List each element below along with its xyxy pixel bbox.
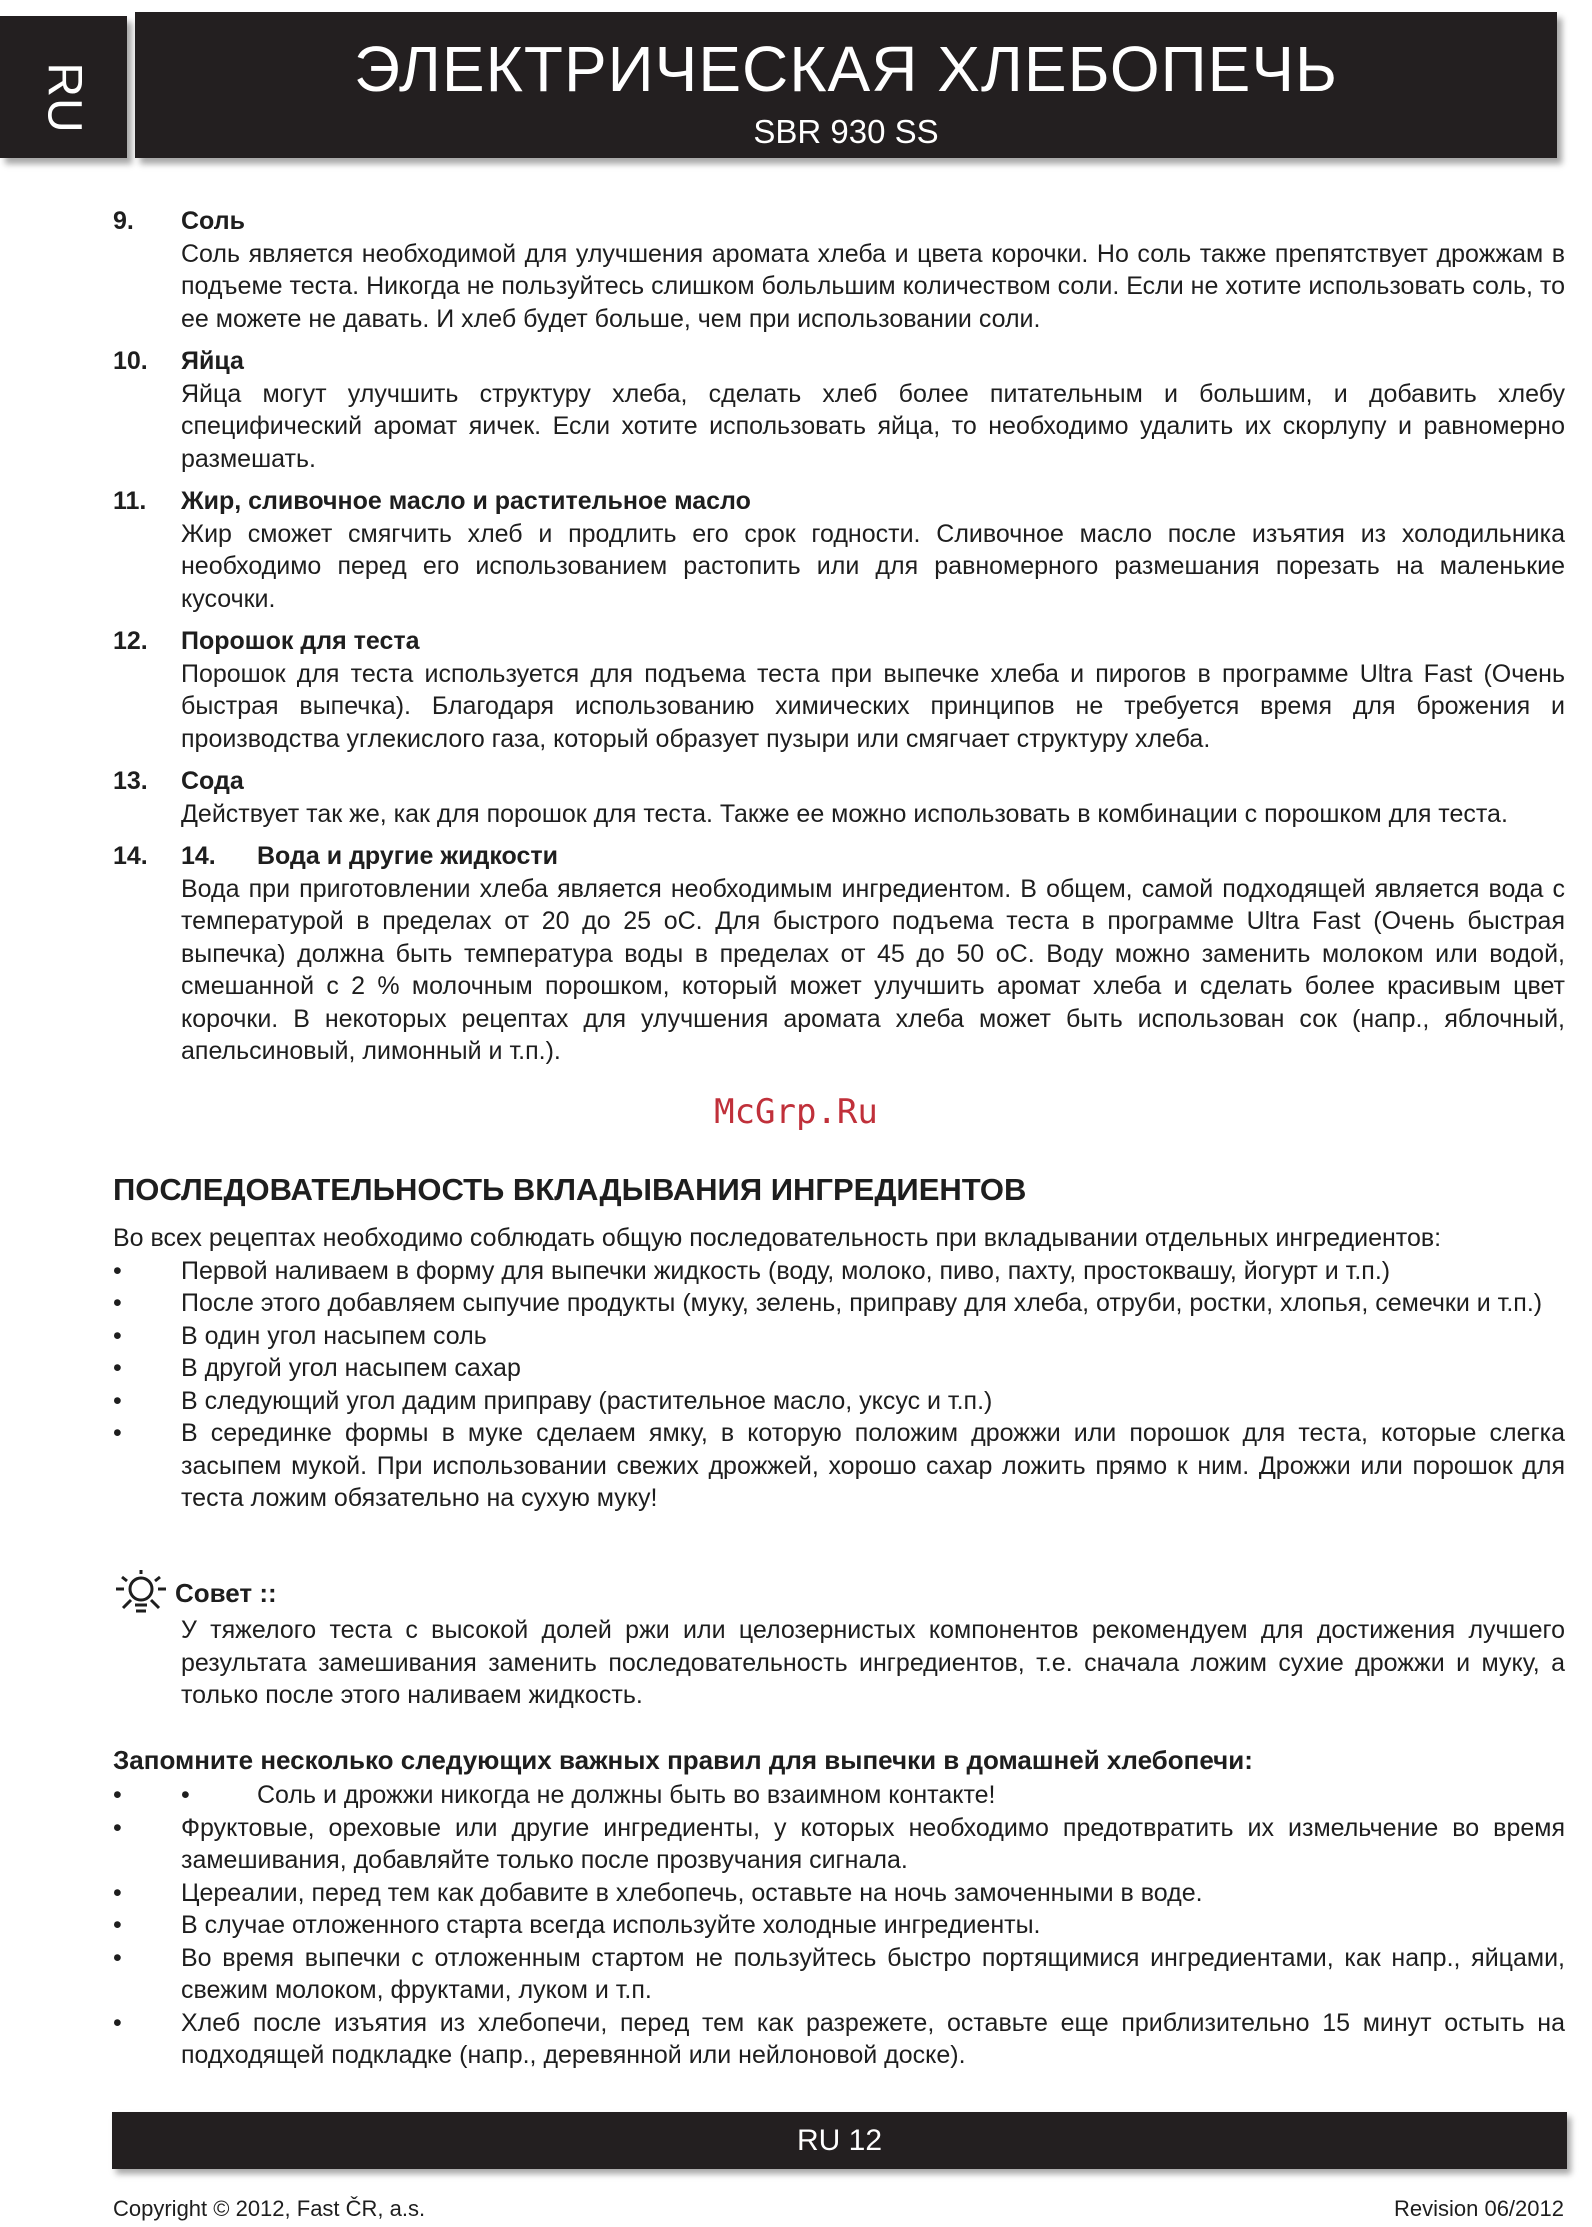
- item-text: Вода при приготовлении хлеба является необходимым ингредиентом. В общем, самой подходящей является вода с температурой в пределах от 20 до 25 оС. Для быстрого подъема теста в программе Ultra Fast (Очень быстрая выпечка) должна быть температура воды в пределах от 45 до 50 оС. Воду можно заменить молоком или водой, смешанной с 2 % молочным порошком, который может улучшить аромат хлеба и сделать более красивым цвет корочки. В некоторых рецептах для улучшения аромата хлеба может быть использован сок (напр., яблочный, апельсиновый, лимонный и т.п.).: [181, 874, 1565, 1065]
- rules-block: [113, 1779, 1565, 2072]
- item-title: Соль: [181, 207, 245, 235]
- item-number: 13.: [113, 767, 148, 795]
- item-text: Жир сможет смягчить хлеб и продлить его срок годности. Сливочное масло после изъятия из холодильника необходимо перед его использованием растопить или для равномерного размешания порезать на маленькие кусочки.: [181, 519, 1565, 613]
- bullet: •: [113, 1878, 122, 1907]
- list-item: • В случае отложенного старта всегда используйте холодные ингредиенты.: [113, 1909, 1565, 1942]
- item-text: Действует так же, как для порошок для теста. Также ее можно использовать в комбинации с порошком для теста.: [181, 799, 1508, 828]
- item-title: Сода: [181, 767, 244, 795]
- bullet: •: [113, 1813, 122, 1842]
- bullet: •: [113, 1256, 122, 1285]
- sequence-list: [113, 1255, 1565, 1515]
- item-number: 14.: [113, 842, 148, 870]
- rules-list: [113, 1779, 1565, 2072]
- copyright: Copyright © 2012, Fast ČR, a.s.: [113, 2196, 426, 2221]
- bullet: •: [113, 2008, 122, 2037]
- list-item: [113, 485, 1565, 615]
- bullet: •: [113, 1419, 122, 1447]
- page-number-bar: [112, 2112, 1567, 2169]
- item-title: [181, 840, 1565, 873]
- page-title: ЭЛЕКТРИЧЕСКАЯ ХЛЕБОПЕЧЬ: [354, 33, 1338, 105]
- tip-label: Совет ::: [175, 1577, 277, 1608]
- list-item: • В другой угол насыпем сахар: [113, 1352, 1565, 1385]
- rules-title: Запомните несколько следующих важных правил для выпечки в домашней хлебопечи:: [113, 1745, 1253, 1775]
- bullet: •: [113, 1781, 122, 1809]
- list-item: • После этого добавляем сыпучие продукты (муку, зелень, приправу для хлеба, отруби, ростки, хлопья, семечки и т.п.): [113, 1287, 1565, 1320]
- model-name: SBR 930 SS: [753, 113, 939, 150]
- sequence-intro: Во всех рецептах необходимо соблюдать общую последовательность при вкладывании отдельных ингредиентов:: [113, 1224, 1442, 1252]
- item-title: Жир, сливочное масло и растительное масло: [181, 487, 751, 515]
- item-text: Порошок для теста используется для подъема теста при выпечке хлеба и пирогов в программе Ultra Fast (Очень быстрая выпечка). Благодаря использованию химических принципов не требуется время для брожения и производства углекислого газа, который образует пузыри или смягчает структуру хлеба.: [181, 659, 1565, 753]
- bullet: •: [113, 1354, 122, 1382]
- item-number: 10.: [113, 347, 148, 375]
- item-number: 9.: [113, 207, 134, 235]
- list-item: • Фруктовые, ореховые или другие ингредиенты, у которых необходимо предотвратить их измельчение во время замешивания, добавляйте только после прозвучания сигнала.: [113, 1812, 1565, 1877]
- item-title: Порошок для теста: [181, 627, 420, 655]
- tip-header: [113, 1568, 277, 1618]
- language-label: RU: [37, 62, 91, 134]
- list-item: • Цереалии, перед тем как добавите в хлебопечь, оставьте на ночь замоченными в воде.: [113, 1877, 1565, 1910]
- item-text: Яйца могут улучшить структуру хлеба, сделать хлеб более питательным и большим, и добавить хлебу специфический аромат яичек. Если хотите использовать яйца, то необходимо удалить их скорлупу и равномерно размешать.: [181, 379, 1565, 473]
- item-title: Яйца: [181, 347, 244, 375]
- item-number: 12.: [113, 627, 148, 655]
- page-number: RU 12: [796, 2124, 883, 2157]
- list-item: • В следующий угол дадим приправу (растительное масло, уксус и т.п.): [113, 1385, 1565, 1418]
- item-title-text: Вода и другие жидкости: [257, 842, 558, 870]
- lightbulb-icon: [113, 1568, 169, 1618]
- tip-text: У тяжелого теста с высокой долей ржи или целозернистых компонентов рекомендуем для достижения лучшего результата замешивания заменить последовательность ингредиентов, т.е. сначала ложим сухие дрожжи и муку, а только после этого наливаем жидкость.: [181, 1616, 1565, 1709]
- list-item: [113, 205, 1565, 335]
- watermark: McGrp.Ru: [714, 1092, 878, 1132]
- bullet: •: [113, 1321, 122, 1350]
- item-inner-number: 14.: [181, 842, 216, 870]
- item-number: 11.: [113, 487, 147, 515]
- bullet: •: [113, 1943, 122, 1972]
- bullet: •: [113, 1911, 122, 1939]
- section-title: ПОСЛЕДОВАТЕЛЬНОСТЬ ВКЛАДЫВАНИЯ ИНГРЕДИЕНТОВ: [113, 1172, 1027, 1207]
- list-item: • Во время выпечки с отложенным стартом не пользуйтесь быстро портящимися ингредиентами, как напр., яйцами, свежим молоком, фруктами, луком и т.п.: [113, 1942, 1565, 2007]
- list-item: [113, 625, 1565, 755]
- item-text: Соль является необходимой для улучшения аромата хлеба и цвета корочки. Но соль также препятствует дрожжам в подъеме теста. Никогда не пользуйтесь слишком больльшим количеством соли. Если не хотите использовать соль, то ее можете не давать. И хлеб будет больше, чем при использовании соли.: [181, 239, 1565, 333]
- bullet: •: [113, 1386, 122, 1415]
- bullet: •: [113, 1289, 122, 1317]
- list-item: [113, 345, 1565, 475]
- header-banner: [135, 12, 1557, 158]
- list-item: • Первой наливаем в форму для выпечки жидкость (воду, молоко, пиво, пахту, простоквашу, йогурт и т.п.): [113, 1255, 1565, 1288]
- ingredients-list: [113, 205, 1565, 1078]
- inner-bullet: •: [181, 1781, 190, 1809]
- list-item: • Хлеб после изъятия из хлебопечи, перед тем как разрежете, оставьте еще приблизительно 15 минут остыть на подходящей подкладке (напр., деревянной или нейлоновой доске).: [113, 2007, 1565, 2072]
- sequence-block: [113, 1222, 1565, 1515]
- list-item: • В один угол насыпем соль: [113, 1320, 1565, 1353]
- list-item: • В серединке формы в муке сделаем ямку, в которую положим дрожжи или порошок для теста, которые слегка засыпем мукой. При использовании свежих дрожжей, хорошо сахар ложить прямо к ним. Дрожжи или порошок для теста ложим обязательно на сухую муку!: [113, 1417, 1565, 1515]
- list-item: [113, 840, 1565, 1068]
- list-item: [113, 765, 1565, 830]
- revision: Revision 06/2012: [1393, 2196, 1564, 2221]
- list-item: • • Соль и дрожжи никогда не должны быть во взаимном контакте!: [113, 1779, 1565, 1812]
- language-tab: [0, 16, 127, 158]
